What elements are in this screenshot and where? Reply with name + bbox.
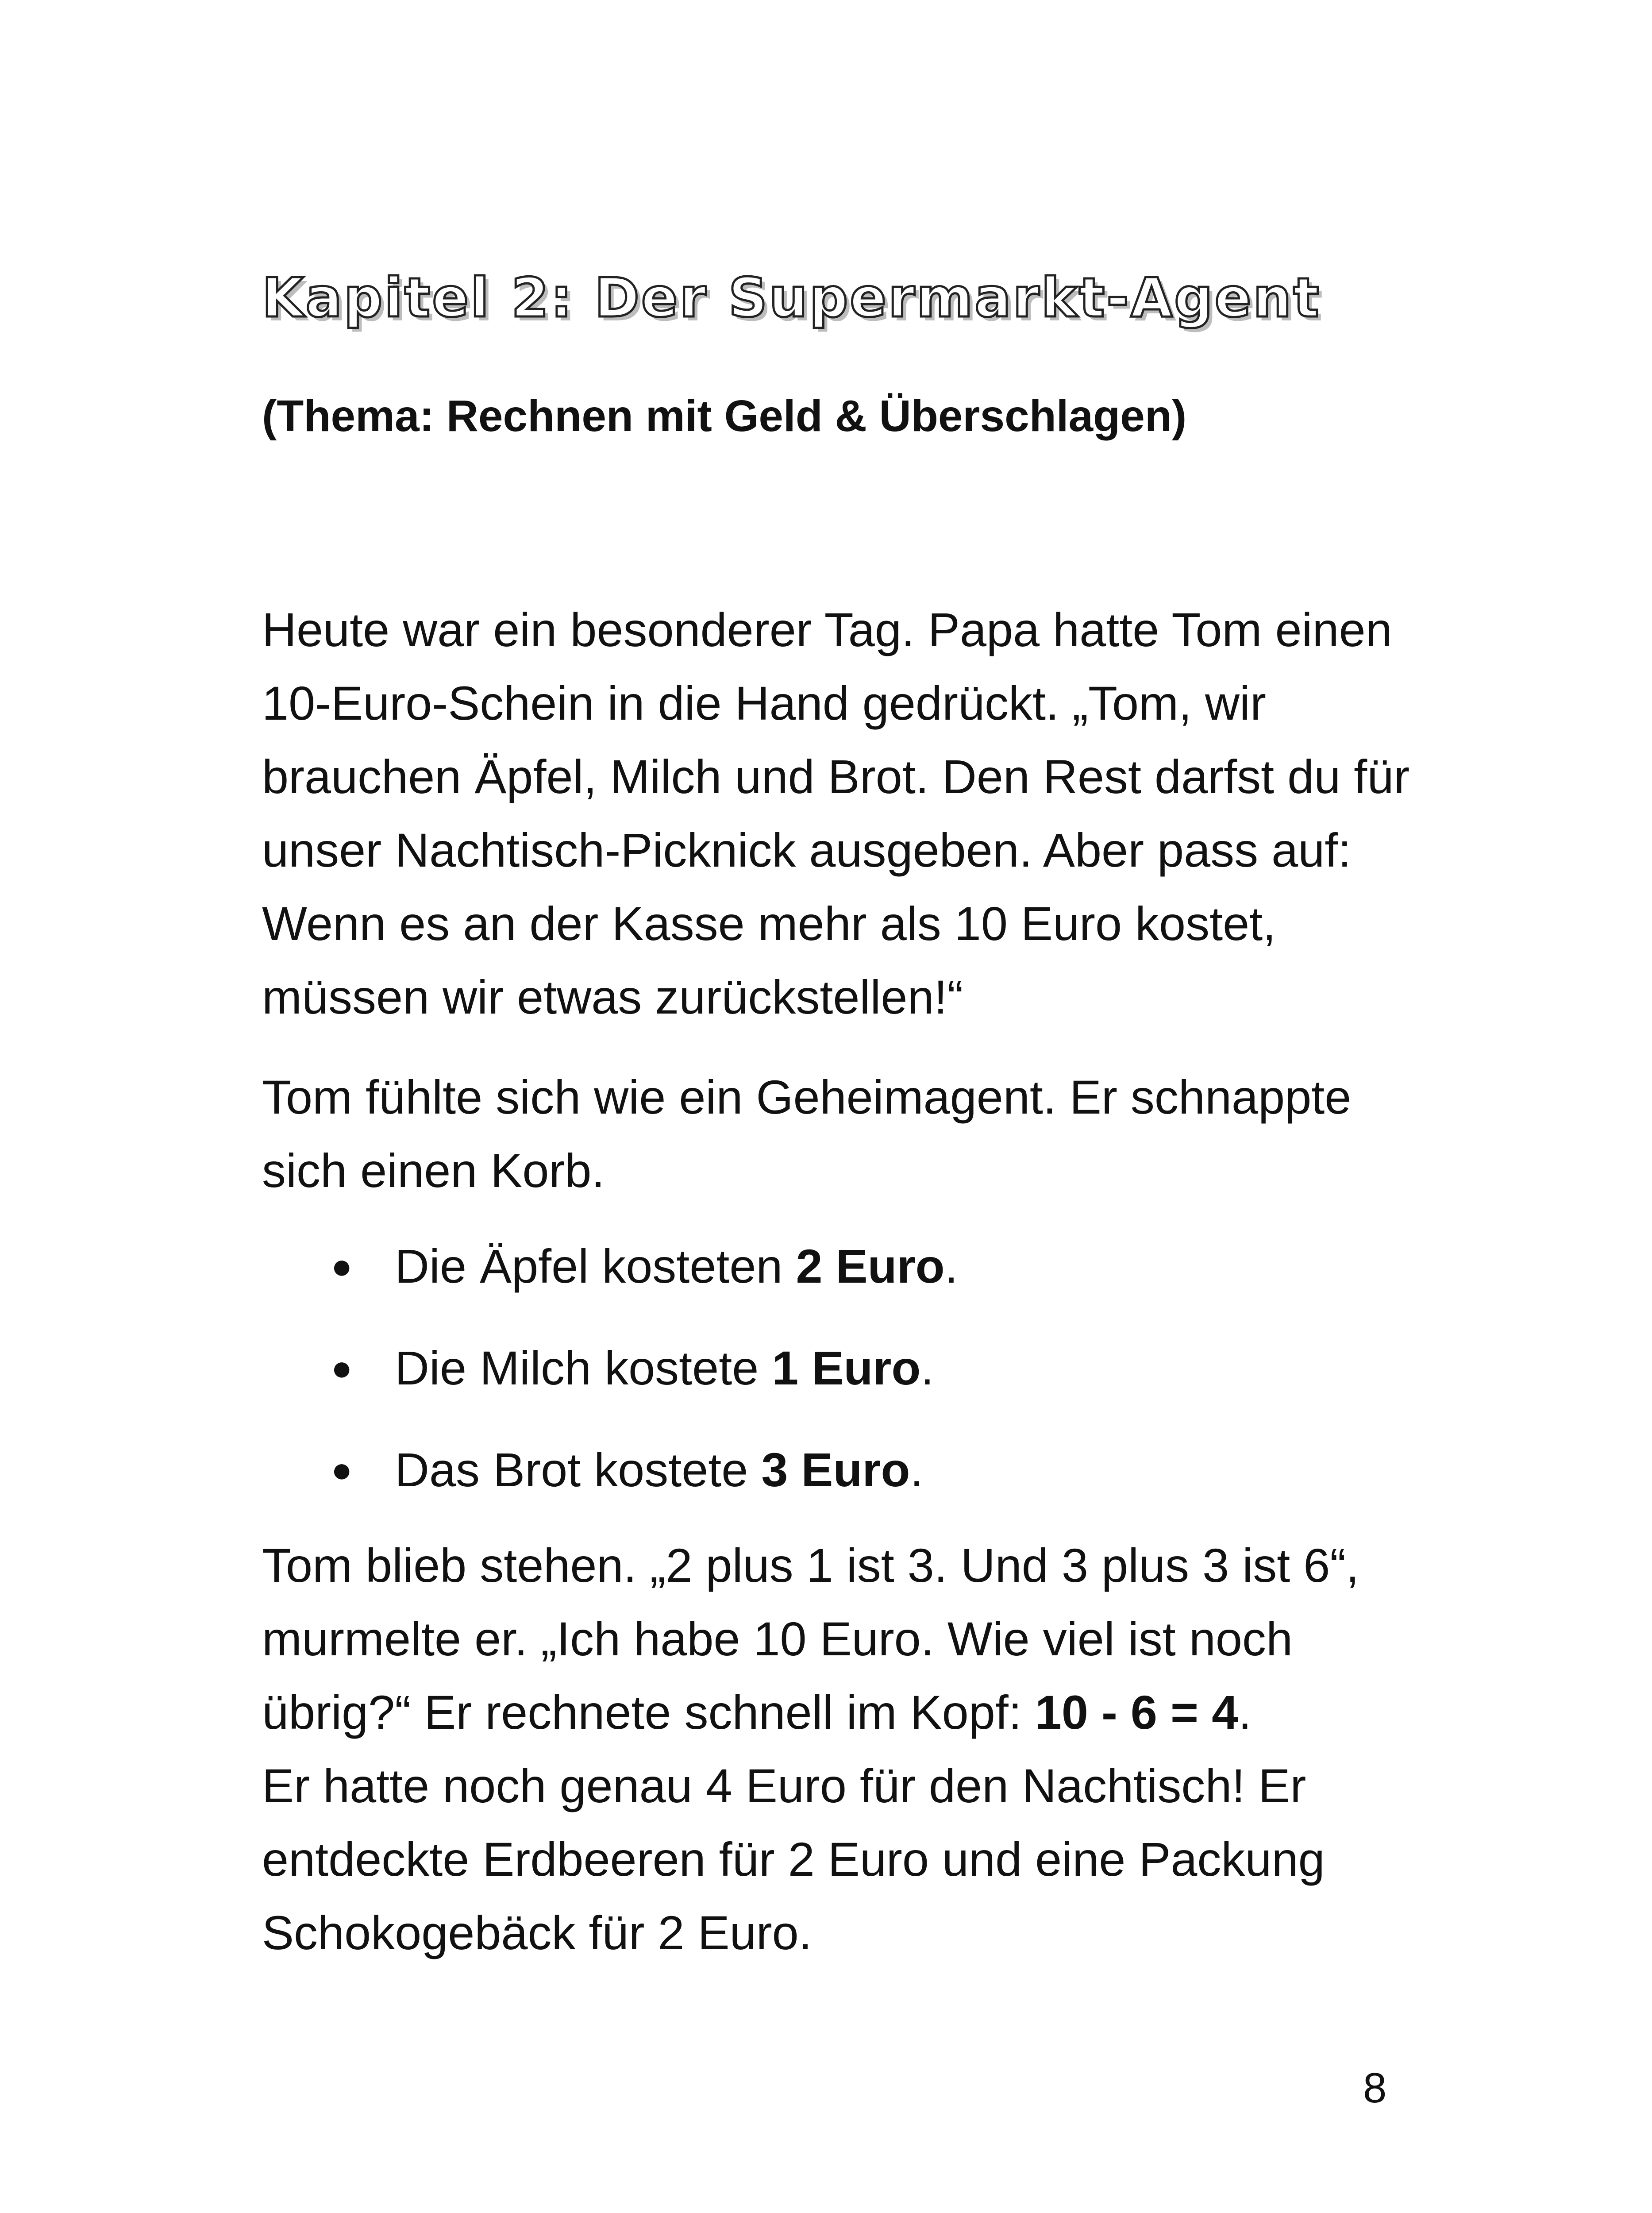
paragraph-calculation (262, 1529, 1430, 1749)
item-text: Die Milch kostete (395, 1341, 772, 1395)
item-price: 2 Euro (796, 1239, 945, 1293)
paragraph-agent: Tom fühlte sich wie ein Geheimagent. Er schnappte sich einen Korb. (262, 1070, 1352, 1197)
bullet-icon: ● (331, 1348, 353, 1388)
item-text: Das Brot kostete (395, 1443, 762, 1496)
page-number: 8 (1363, 2064, 1387, 2112)
chapter-title: Kapitel 2: Der Supermarkt-Agent (262, 266, 1321, 329)
calculation-text: Tom blieb stehen. „2 plus 1 ist 3. Und 3 plus 3 ist 6“, murmelte er. „Ich habe 10 Euro. Wie viel ist noch übrig?“ Er rechnete schnell im Kopf: (262, 1538, 1359, 1739)
list-item (262, 1433, 1430, 1507)
chapter-subtitle: (Thema: Rechnen mit Geld & Überschlagen) (262, 391, 1187, 441)
item-end: . (944, 1239, 958, 1293)
shopping-list (262, 1230, 1430, 1507)
item-text: Die Äpfel kosteten (395, 1239, 796, 1293)
list-item (262, 1230, 1430, 1303)
paragraph-dessert: Er hatte noch genau 4 Euro für den Nachtisch! Er entdeckte Erdbeeren für 2 Euro und eine Packung Schokogebäck für 2 Euro. (262, 1759, 1325, 1959)
story-body (262, 593, 1430, 1970)
calculation-end: . (1238, 1685, 1252, 1739)
item-end: . (920, 1341, 934, 1395)
calculation-equation: 10 - 6 = 4 (1035, 1685, 1239, 1739)
item-price: 1 Euro (772, 1341, 921, 1395)
item-end: . (910, 1443, 924, 1496)
paragraph-intro: Heute war ein besonderer Tag. Papa hatte Tom einen 10-Euro-Schein in die Hand gedrückt. „Tom, wir brauchen Äpfel, Milch und Brot. Den Rest darfst du für unser Nachtisch-Picknick ausgeben. Aber pass auf: Wenn es an der Kasse mehr als 10 Euro kostet, müssen wir etwas zurückstellen!“ (262, 603, 1410, 1024)
bullet-icon: ● (331, 1450, 353, 1489)
bullet-icon: ● (331, 1246, 353, 1286)
list-item (262, 1331, 1430, 1405)
item-price: 3 Euro (761, 1443, 910, 1496)
